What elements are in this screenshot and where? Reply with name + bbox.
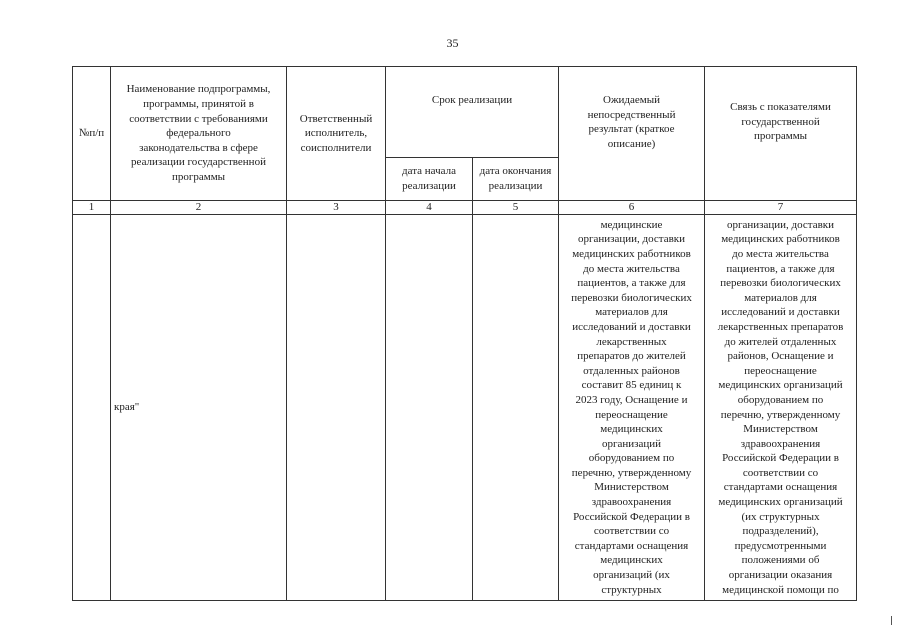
table-row (73, 215, 857, 601)
column-number-5: 5 (473, 201, 559, 215)
header-row-1 (73, 67, 857, 158)
column-number-7: 7 (705, 201, 857, 215)
column-number-2: 2 (111, 201, 287, 215)
page-number: 35 (446, 36, 459, 50)
header-end-date: дата окончания реализации (473, 158, 559, 201)
cell-end-date (473, 215, 559, 601)
header-link-indicators: Связь с показателями государственной программы (705, 67, 857, 201)
cell-start-date (386, 215, 473, 601)
header-term-group: Срок реализации (386, 67, 559, 158)
cell-link-indicators: организации, доставки медицинских работников до места жительства пациентов, а также для перевозки биологических материалов для исследований и доставки лекарственных препаратов до жителей отдаленных районов, Оснащение и переоснащение медицинских организаций оборудованием по перечню, утвержденному Министерством здравоохранения Российской Федерации в соответствии со стандартами оснащения медицинских организаций (их структурных подразделений), предусмотренными положениями об организации оказания медицинской помощи по (705, 215, 857, 601)
column-numbers-row (73, 201, 857, 215)
cell-subprogram-name: края" (111, 215, 287, 601)
header-expected-result: Ожидаемый непосредственный результат (краткое описание) (559, 67, 705, 201)
column-number-3: 3 (287, 201, 386, 215)
cell-expected-result: медицинские организации, доставки медицинских работников до места жительства пациентов, а также для перевозки биологических материалов для исследований и доставки лекарственных препаратов до жителей отдаленных районов составит 85 единиц к 2023 году, Оснащение и переоснащение медицинских организаций оборудованием по перечню, утвержденному Министерством здравоохранения Российской Федерации в соответствии со стандартами оснащения медицинских организаций (их структурных (559, 215, 705, 601)
header-start-date: дата начала реализации (386, 158, 473, 201)
header-subprogram-name: Наименование подпрограммы, программы, принятой в соответствии с требованиями федерального законодательства в сфере реализации государственной программы (111, 67, 287, 201)
column-number-4: 4 (386, 201, 473, 215)
column-number-6: 6 (559, 201, 705, 215)
header-number: №п/п (73, 67, 111, 201)
column-number-1: 1 (73, 201, 111, 215)
margin-mark (891, 616, 892, 625)
header-responsible: Ответственный исполнитель, соисполнители (287, 67, 386, 201)
cell-responsible (287, 215, 386, 601)
program-table (72, 66, 857, 601)
cell-number (73, 215, 111, 601)
